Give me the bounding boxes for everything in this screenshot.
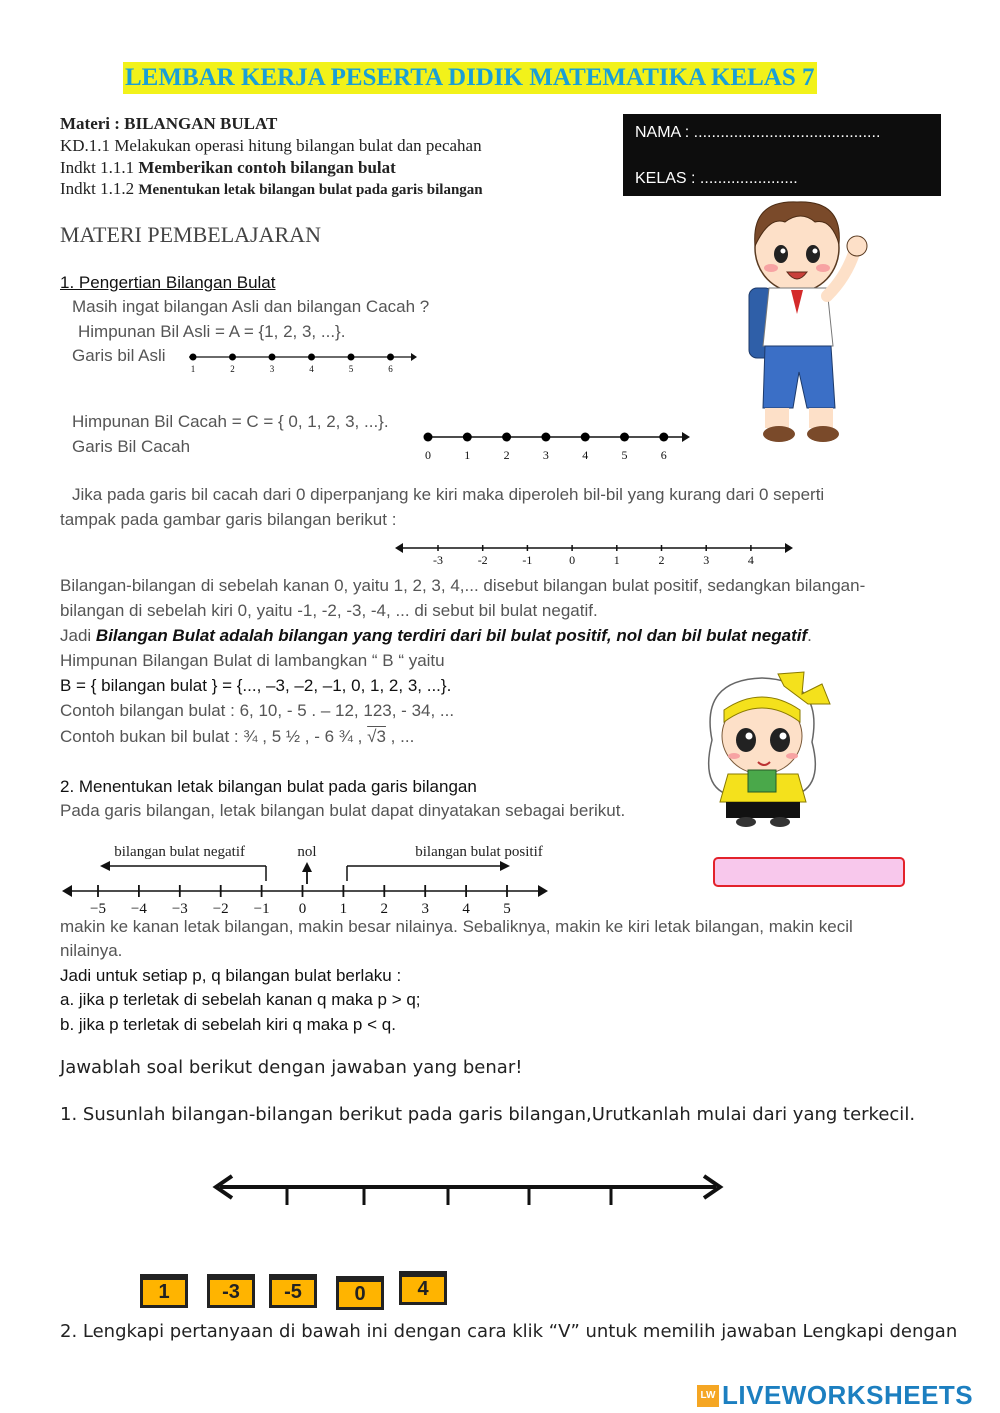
part2-line6: b. jika p terletak di sebelah kiri q maka p < q. bbox=[60, 1015, 396, 1034]
part1-line5: Garis Bil Cacah bbox=[72, 437, 191, 456]
part2-line5: a. jika p terletak di sebelah kanan q maka p > q; bbox=[60, 990, 421, 1009]
number-label: -3 bbox=[433, 553, 443, 567]
number-label: −4 bbox=[130, 901, 147, 917]
draggable-tile[interactable]: 4 bbox=[399, 1271, 447, 1305]
identity-box bbox=[623, 114, 941, 196]
number-label: -2 bbox=[477, 553, 488, 567]
cacah-number-line bbox=[418, 425, 698, 467]
number-label: 5 bbox=[621, 448, 628, 462]
kd-prefix: KD.1.1 bbox=[60, 136, 111, 155]
positif-arrow bbox=[500, 861, 510, 871]
number-label: 3 bbox=[421, 901, 429, 917]
girl-illustration bbox=[692, 670, 842, 828]
indikator1-line bbox=[60, 158, 396, 178]
integer-number-line bbox=[60, 838, 550, 920]
part1-line1: Masih ingat bilangan Asli dan bilangan Cacah ? bbox=[72, 297, 430, 316]
part1-line12: B = { bilangan bulat } = {..., –3, –2, –1, 0, 1, 2, 3, ...}. bbox=[60, 676, 452, 695]
answer-input-box[interactable] bbox=[713, 857, 905, 887]
question-2: 2. Lengkapi pertanyaan di bawah ini dengan cara klik “V” untuk memilih jawaban Lengkapi dengan bbox=[60, 1321, 958, 1342]
part1-line2: Himpunan Bil Asli = A = {1, 2, 3, ...}. bbox=[78, 322, 346, 341]
part1-line3: Garis bil Asli bbox=[72, 346, 166, 365]
part1-line14-suffix: , ... bbox=[390, 727, 415, 746]
label-positif: bilangan bulat positif bbox=[415, 844, 543, 860]
logo-mark: LW bbox=[697, 1385, 719, 1407]
number-label: 4 bbox=[747, 553, 754, 567]
part1-line14 bbox=[60, 727, 414, 747]
section-heading: MATERI PEMBELAJARAN bbox=[60, 222, 321, 247]
number-label: 6 bbox=[388, 364, 393, 374]
number-label: 5 bbox=[503, 901, 511, 917]
label-nol: nol bbox=[297, 844, 317, 860]
number-label: 4 bbox=[462, 901, 470, 917]
number-dot bbox=[387, 354, 394, 361]
cacah-arrow bbox=[682, 432, 690, 442]
number-label: 4 bbox=[309, 364, 314, 374]
brand-name: LIVEWORKSHEETS bbox=[722, 1380, 974, 1410]
part2-line3: nilainya. bbox=[60, 941, 123, 960]
number-dot bbox=[581, 433, 590, 442]
asli-arrow bbox=[411, 353, 417, 361]
number-dot bbox=[269, 354, 276, 361]
part1-line10-prefix: Jadi bbox=[60, 626, 96, 645]
number-label: 2 bbox=[658, 553, 665, 567]
indikator2-line bbox=[60, 179, 483, 199]
number-dot bbox=[463, 433, 472, 442]
number-label: −1 bbox=[253, 901, 270, 917]
draggable-tile[interactable]: 1 bbox=[140, 1274, 188, 1308]
asli-number-line bbox=[183, 346, 423, 376]
number-dot bbox=[348, 354, 355, 361]
indikator1-text: Memberikan contoh bilangan bulat bbox=[138, 158, 396, 177]
sqrt-symbol: √3 bbox=[367, 727, 386, 746]
bulat-arrow-right bbox=[785, 543, 793, 553]
part1-definition: Bilangan Bulat adalah bilangan yang terdiri dari bil bulat positif, nol dan bil bulat negatif bbox=[95, 626, 808, 645]
number-label: 0 bbox=[569, 553, 576, 567]
part1-heading: 1. Pengertian Bilangan Bulat bbox=[60, 273, 276, 292]
number-dot bbox=[502, 433, 511, 442]
liveworksheets-logo bbox=[697, 1380, 973, 1411]
number-label: 3 bbox=[542, 448, 549, 462]
part2-heading: 2. Menentukan letak bilangan bulat pada garis bilangan bbox=[60, 777, 477, 796]
indikator2-prefix: Indkt 1.1.2 bbox=[60, 179, 135, 198]
number-label: −2 bbox=[212, 901, 229, 917]
number-label: 4 bbox=[582, 448, 589, 462]
part1-line9: bilangan di sebelah kiri 0, yaitu -1, -2, -3, -4, ... di sebut bil bulat negatif. bbox=[60, 601, 598, 620]
exercise-instruction: Jawablah soal berikut dengan jawaban yang benar! bbox=[60, 1057, 523, 1078]
number-label: 1 bbox=[190, 364, 196, 374]
number-label: 6 bbox=[660, 448, 667, 462]
kd-line bbox=[60, 136, 482, 156]
number-label: 1 bbox=[613, 553, 620, 567]
number-label: 3 bbox=[269, 364, 275, 374]
part2-line4: Jadi untuk setiap p, q bilangan bulat berlaku : bbox=[60, 966, 402, 985]
number-label: 0 bbox=[425, 448, 431, 462]
part1-line6: Jika pada garis bil cacah dari 0 diperpanjang ke kiri maka diperoleh bil-bil yang kurang dari 0 seperti bbox=[72, 485, 825, 504]
bulat-arrow-left bbox=[395, 543, 403, 553]
number-dot bbox=[229, 354, 236, 361]
number-label: 0 bbox=[298, 901, 307, 917]
draggable-tile[interactable]: -3 bbox=[207, 1274, 255, 1308]
indikator1-prefix: Indkt 1.1.1 bbox=[60, 158, 135, 177]
draggable-tile[interactable]: -5 bbox=[269, 1274, 317, 1308]
number-dot bbox=[659, 433, 668, 442]
boy-illustration bbox=[735, 196, 875, 444]
number-label: −5 bbox=[90, 901, 106, 917]
materi-label: Materi : BILANGAN BULAT bbox=[60, 114, 278, 133]
nol-pointer-head bbox=[302, 862, 312, 872]
label-negatif: bilangan bulat negatif bbox=[114, 844, 245, 860]
part2-line2: makin ke kanan letak bilangan, makin besar nilainya. Sebaliknya, makin ke kiri letak bilangan, makin kecil bbox=[60, 917, 853, 936]
answer-number-line[interactable] bbox=[210, 1170, 726, 1210]
number-label: −3 bbox=[171, 901, 188, 917]
number-label: 1 bbox=[339, 901, 348, 917]
number-label: 2 bbox=[380, 901, 389, 917]
page-title: LEMBAR KERJA PESERTA DIDIK MATEMATIKA KELAS 7 bbox=[123, 62, 817, 94]
part1-line8: Bilangan-bilangan di sebelah kanan 0, yaitu 1, 2, 3, 4,... disebut bilangan bulat positif, sedangkan bilangan- bbox=[60, 576, 866, 595]
part1-line10 bbox=[60, 626, 812, 646]
negatif-arrow bbox=[100, 861, 110, 871]
bulat-number-line bbox=[393, 538, 798, 572]
integer-arrow-right bbox=[538, 885, 548, 897]
kd-text: Melakukan operasi hitung bilangan bulat dan pecahan bbox=[114, 136, 482, 155]
part1-line4: Himpunan Bil Cacah = C = { 0, 1, 2, 3, ...}. bbox=[72, 412, 389, 431]
number-label: 3 bbox=[703, 553, 710, 567]
kelas-field[interactable]: KELAS : ...................... bbox=[635, 170, 798, 187]
question-1: 1. Susunlah bilangan-bilangan berikut pada garis bilangan,Urutkanlah mulai dari yang terkecil. bbox=[60, 1104, 916, 1125]
number-label: 1 bbox=[464, 448, 471, 462]
number-label: 2 bbox=[230, 364, 235, 374]
number-label: -1 bbox=[522, 553, 533, 567]
number-dot bbox=[308, 354, 315, 361]
number-dot bbox=[620, 433, 629, 442]
nama-field[interactable]: NAMA : .......................................... bbox=[635, 124, 881, 141]
part1-line14-prefix: Contoh bukan bil bulat : ¾ , 5 ½ , - 6 ¾ , bbox=[60, 727, 363, 746]
part1-line13: Contoh bilangan bulat : 6, 10, - 5 . – 12, 123, - 34, ... bbox=[60, 701, 455, 720]
part1-line7: tampak pada gambar garis bilangan berikut : bbox=[60, 510, 397, 529]
indikator2-text: Menentukan letak bilangan bulat pada garis bilangan bbox=[138, 182, 483, 198]
number-dot bbox=[190, 354, 197, 361]
number-dot bbox=[424, 433, 433, 442]
part1-line10-suffix: . bbox=[807, 626, 812, 645]
integer-arrow-left bbox=[62, 885, 72, 897]
number-dot bbox=[541, 433, 550, 442]
number-label: 5 bbox=[348, 364, 354, 374]
number-label: 2 bbox=[503, 448, 510, 462]
part2-line1: Pada garis bilangan, letak bilangan bulat dapat dinyatakan sebagai berikut. bbox=[60, 801, 626, 820]
draggable-tile[interactable]: 0 bbox=[336, 1276, 384, 1310]
part1-line11: Himpunan Bilangan Bulat di lambangkan “ B “ yaitu bbox=[60, 651, 445, 670]
